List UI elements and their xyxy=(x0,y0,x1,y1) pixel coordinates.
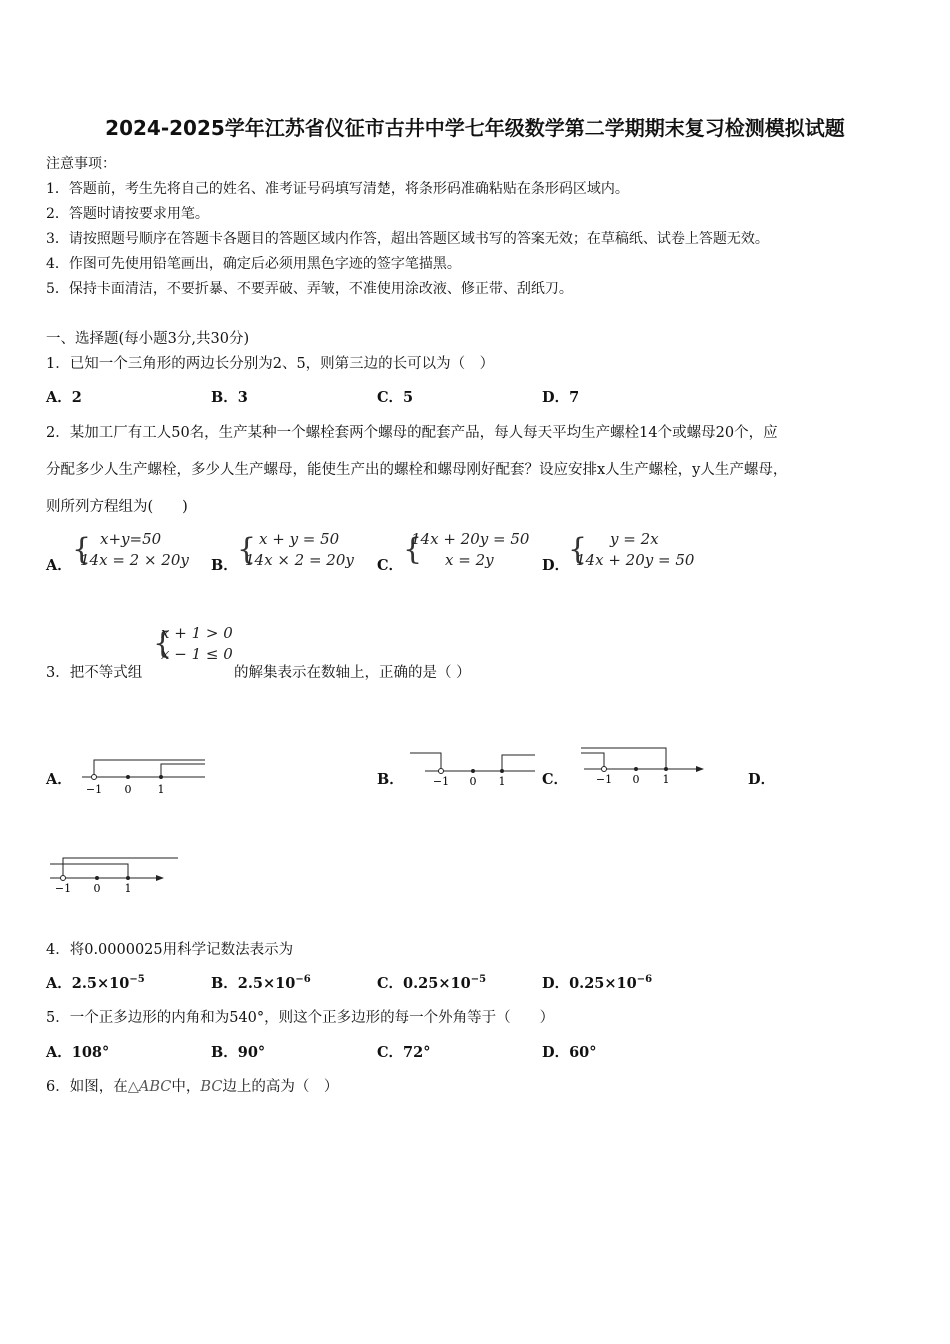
section-heading: 一、选择题(每小题3分,共30分) xyxy=(46,331,250,347)
q3-option-a-number-line xyxy=(80,756,210,798)
question-3-stem-before: 3．把不等式组 xyxy=(46,665,143,681)
question-6-stem: 6．如图，在△ABC中，BC边上的高为（ ） xyxy=(46,1079,339,1095)
q1-option-d: D．7 xyxy=(542,389,580,406)
q2-option-d-system: { y = 2x 14x + 20y = 50 xyxy=(568,530,695,569)
page-title: 2024-2025学年江苏省仪征市古井中学七年级数学第二学期期末复习检测模拟试题 xyxy=(105,116,845,140)
brace-icon: { xyxy=(153,626,173,661)
q1-option-b: B．3 xyxy=(211,389,248,406)
q2-option-c-label: C． xyxy=(377,557,404,574)
tick-label: −1 xyxy=(85,783,103,796)
q4-option-a: A．$2.5\times 10^{-5}$ xyxy=(46,974,145,992)
brace-icon: { xyxy=(237,532,257,567)
tick-label: −1 xyxy=(595,773,613,786)
q2-option-c-system: { 14x + 20y = 50 x = 2y xyxy=(403,530,530,569)
q3-option-d-number-line xyxy=(48,852,183,897)
q1-option-c: C．5 xyxy=(377,389,414,406)
brace-icon: { xyxy=(72,532,92,567)
brace-icon: { xyxy=(568,532,588,567)
q2-option-b-label: B． xyxy=(211,557,238,574)
q5-option-d: D．60° xyxy=(542,1044,597,1061)
notice-item: 2．答题时请按要求用笔。 xyxy=(46,206,209,222)
notice-item: 3．请按照题号顺序在答题卡各题目的答题区域内作答，超出答题区域书写的答案无效；在草稿纸、试卷上答题无效。 xyxy=(46,231,769,247)
tick-label: 0 xyxy=(469,775,477,788)
q2-option-a-system: { x+y=50 14x = 2 × 20y xyxy=(72,530,189,569)
notice-heading: 注意事项： xyxy=(46,156,116,172)
question-3-stem-after: 的解集表示在数轴上，正确的是（ ） xyxy=(234,665,471,681)
q3-option-a-label: A． xyxy=(46,771,72,788)
notice-item: 5．保持卡面清洁，不要折暴、不要弄破、弄皱，不准使用涂改液、修正带、刮纸刀。 xyxy=(46,281,573,297)
question-2-line3: 则所列方程组为( ) xyxy=(46,499,188,515)
notice-item: 1．答题前，考生先将自己的姓名、准考证号码填写清楚，将条形码准确粘贴在条形码区域内。 xyxy=(46,181,629,197)
tick-label: 0 xyxy=(93,882,101,895)
question-4-stem: 4．将0.0000025用科学记数法表示为 xyxy=(46,942,294,958)
q3-option-d-label: D． xyxy=(748,771,776,788)
q3-option-c-label: C． xyxy=(542,771,569,788)
question-5-stem: 5．一个正多边形的内角和为540°，则这个正多边形的每一个外角等于（ ） xyxy=(46,1010,555,1026)
q1-option-a: A．2 xyxy=(46,389,82,406)
segment-bc: BC xyxy=(200,1079,223,1095)
question-2-line2: 分配多少人生产螺栓，多少人生产螺母，能使生产出的螺栓和螺母刚好配套？设应安排x人生产螺栓，y人生产螺母， xyxy=(46,462,788,478)
tick-label: −1 xyxy=(432,775,450,788)
q4-option-c: C．$0.25\times 10^{-5}$ xyxy=(377,974,487,992)
q3-inequality-system: { x + 1 > 0 x − 1 ≤ 0 xyxy=(153,624,233,663)
tick-label: 0 xyxy=(632,773,640,786)
brace-icon: { xyxy=(403,532,423,567)
q5-option-c: C．72° xyxy=(377,1044,431,1061)
q5-option-b: B．90° xyxy=(211,1044,266,1061)
tick-label: −1 xyxy=(54,882,72,895)
question-1-stem: 1．已知一个三角形的两边长分别为2、5，则第三边的长可以为（ ） xyxy=(46,356,495,372)
triangle-abc: △ABC xyxy=(127,1079,172,1095)
q3-option-b-number-line xyxy=(405,748,540,790)
tick-label: 1 xyxy=(124,882,132,895)
tick-label: 0 xyxy=(124,783,132,796)
q2-option-d-label: D． xyxy=(542,557,570,574)
tick-label: 1 xyxy=(157,783,165,796)
q3-option-c-number-line xyxy=(576,744,711,786)
notice-item: 4．作图可先使用铅笔画出，确定后必须用黑色字迹的签字笔描黑。 xyxy=(46,256,461,272)
question-2-line1: 2．某加工厂有工人50名，生产某种一个螺栓套两个螺母的配套产品，每人每天平均生产螺栓14个或螺母20个，应 xyxy=(46,425,778,441)
tick-label: 1 xyxy=(662,773,670,786)
q4-option-d: D．$0.25\times 10^{-6}$ xyxy=(542,974,653,992)
q2-option-a-label: A． xyxy=(46,557,72,574)
q3-option-b-label: B． xyxy=(377,771,404,788)
tick-label: 1 xyxy=(498,775,506,788)
q2-option-b-system: { x + y = 50 14x × 2 = 20y xyxy=(237,530,354,569)
q4-option-b: B．$2.5\times 10^{-6}$ xyxy=(211,974,311,992)
q5-option-a: A．108° xyxy=(46,1044,110,1061)
